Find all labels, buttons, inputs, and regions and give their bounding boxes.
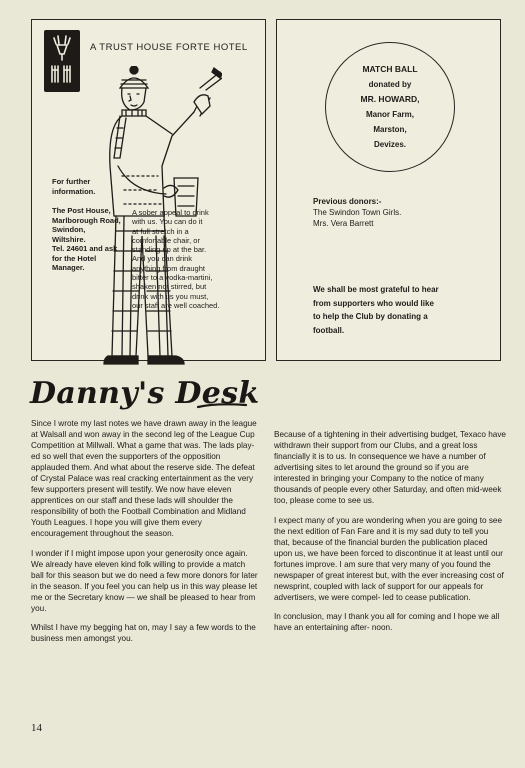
previous-donors-heading: Previous donors:-: [313, 197, 382, 206]
hotel-advert: [31, 19, 266, 361]
article-paragraph: Because of a tightening in their advertising budget, Texaco have withdrawn their support from our Clubs, and a great loss financially it is to us. In consequence we have a number of advertising sites to let around the ground so if you are interested in bringing your Company to the notice of many thousands of people every other Saturday, and often mid-week too, please come to see us.: [274, 430, 506, 505]
address-line: for the Hotel: [52, 253, 97, 263]
hotel-address: [52, 206, 142, 273]
address-line: Wiltshire.: [52, 234, 86, 244]
match-ball-circle: [325, 42, 455, 172]
match-ball-notice: [276, 19, 501, 361]
dannys-desk-title: Danny's Desk: [30, 376, 260, 411]
appeal-line: shaken not stirred, but: [132, 282, 207, 292]
donor-name: The Swindon Town Girls.: [313, 208, 402, 217]
sponsor-address-line: Devizes.: [373, 140, 407, 149]
article-column-right: [274, 429, 506, 642]
sponsor-address-line: Manor Farm,: [365, 110, 414, 119]
appeal-line: standing up at the bar.: [132, 245, 207, 255]
page-number: 14: [31, 722, 42, 734]
further-information-label: For further information.: [52, 177, 96, 196]
article-paragraph: I expect many of you are wondering when you are going to see the next edition of Fan Fare and it is my sad duty to tell you that, because of the financial burden the publication placed upon us, we have been forced to discontinue it at least until our fortunes improve. I am sure that very many of you found the newspaper of great interest but, with the ever increasing cost of newsprint, coupled with lack of support for our appeals for advertisers, we were compel- led to cease publication.: [274, 515, 504, 602]
appeal-line: comfortable chair, or: [132, 235, 200, 245]
match-ball-title: MATCH BALL: [362, 64, 418, 74]
article-paragraph: In conclusion, may I thank you all for coming and I hope we all have an entertaining after- noon.: [274, 612, 500, 632]
previous-donors: [313, 196, 493, 229]
article-column-left: [31, 418, 259, 653]
sponsor-name: MR. HOWARD,: [360, 94, 420, 104]
donation-appeal-line: to help the Club by donating a: [313, 312, 428, 321]
address-line: The Post House,: [52, 206, 111, 215]
trust-house-forte-logo-icon: [44, 30, 80, 92]
appeal-line: anything from draught: [132, 263, 205, 273]
address-line: Manager.: [52, 263, 85, 272]
article-paragraph: Whilst I have my begging hat on, may I say a few words to the business men amongst you.: [31, 623, 256, 643]
appeal-line: at full stretch in a: [132, 226, 189, 236]
article-paragraph: Since I wrote my last notes we have drawn away in the league at Walsall and won away in the second leg of the League Cup Competition at Millwall. What a game that was. The lads play- ed so well that even the supporters of the opposition applauded them. And what about the reserve side. The defeat of Crystal Palace was real cracking entertainment as the very few supporters present will testify. We now have eleven apprentices on our staff and these lads will shoulder the responsibility of both the Football Combination and Midland Youth Leagues. I hope you will give them every encouragement throughout the season.: [31, 419, 257, 538]
donation-appeal-line: from supporters who would like: [313, 298, 434, 308]
appeal-line: And you can drink: [132, 254, 193, 264]
address-line: Swindon,: [52, 225, 86, 234]
address-line: Marlborough Road,: [52, 215, 121, 225]
donation-appeal: [313, 283, 483, 337]
address-line: Tel. 24601 and ask: [52, 244, 118, 253]
donation-appeal-line: football.: [313, 325, 345, 335]
sponsor-address-line: Marston,: [373, 125, 407, 134]
appeal-line: with us. You can do it: [132, 217, 203, 227]
appeal-line: our staff are well coached.: [132, 300, 220, 310]
article-paragraph: I wonder if I might impose upon your generosity once again. We already have eleven kind folk willing to provide a match ball for this season but we do need a few more donors for later in the season. If you feel you can help us in this way please let me or the Secretary know — we shall be pleased to hear from you.: [31, 548, 258, 613]
donation-appeal-line: We shall be most grateful to hear: [313, 285, 439, 294]
sober-appeal-text: [132, 208, 267, 310]
donated-by-label: donated by: [368, 80, 412, 89]
title-underline-flourish: [196, 401, 248, 411]
appeal-line: drink with us you must,: [132, 291, 209, 301]
appeal-line: A sober appeal to drink: [132, 208, 209, 217]
appeal-line: bitter to a vodka-martini,: [132, 273, 213, 283]
hotel-headline: A TRUST HOUSE FORTE HOTEL: [90, 42, 248, 53]
donor-name: Mrs. Vera Barrett: [313, 219, 374, 228]
